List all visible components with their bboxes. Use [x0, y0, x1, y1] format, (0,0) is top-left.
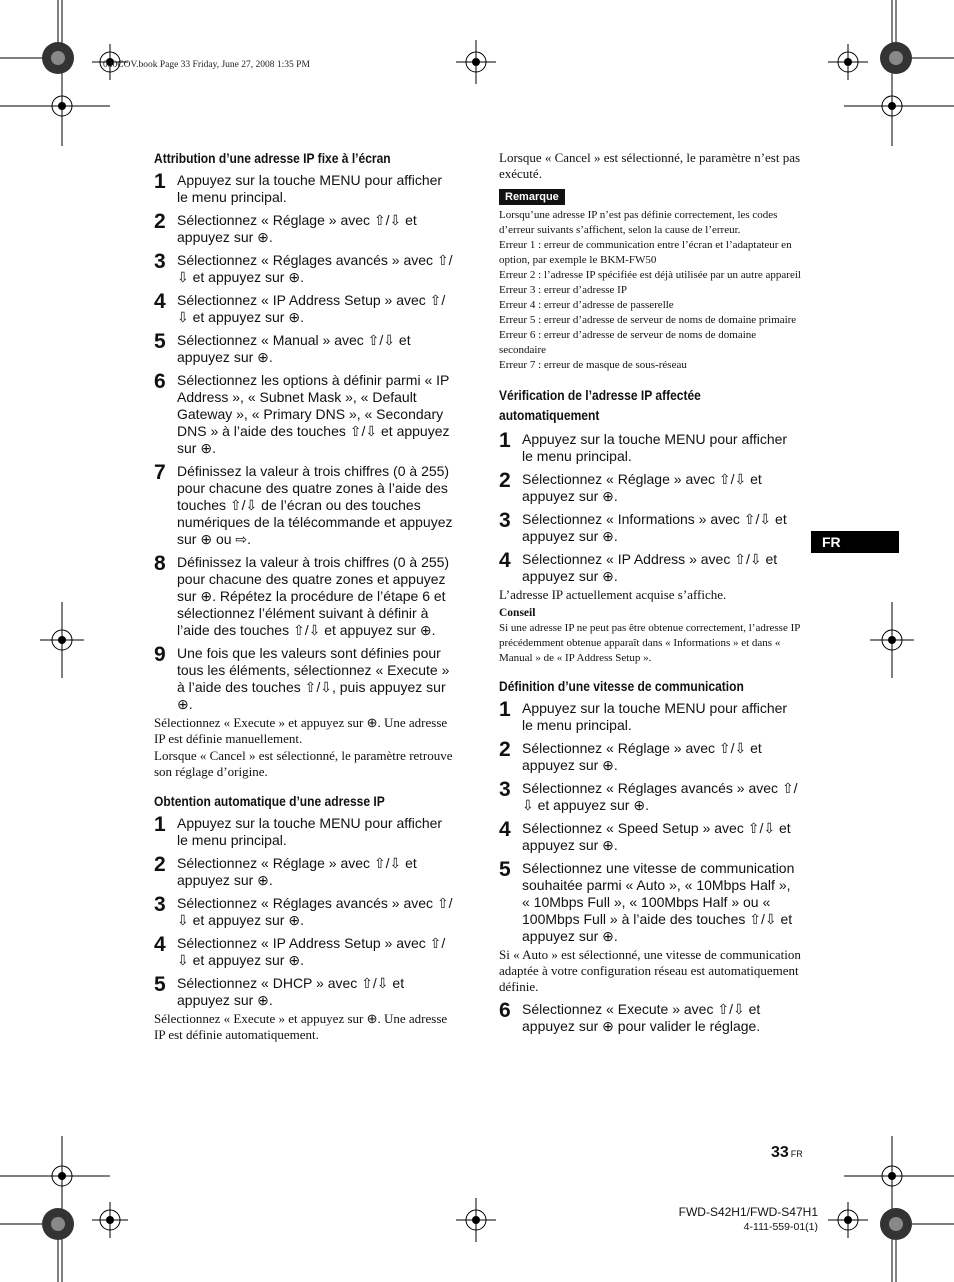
remark-line: Erreur 4 : erreur d’adresse de passerelle [499, 299, 674, 311]
step-number: 5 [154, 973, 166, 996]
step-number: 3 [154, 250, 166, 273]
step-text: Sélectionnez « Réglage » avec ⇧/⇩ et appuyez sur ⊕. [522, 740, 762, 773]
step-number: 2 [154, 210, 166, 233]
step-text: Sélectionnez « Réglages avancés » avec ⇧/⇩ et appuyez sur ⊕. [177, 252, 453, 285]
step-list-fixed-ip [154, 172, 454, 713]
page-number-value: 33 [771, 1144, 789, 1161]
part-number: 4-111-559-01(1) [743, 1221, 818, 1233]
step-number: 4 [499, 818, 511, 841]
model-info [679, 1205, 818, 1235]
page-number-suffix: FR [790, 1149, 803, 1159]
step-number: 4 [154, 290, 166, 313]
remark-badge: Remarque [499, 189, 565, 205]
step-list-auto-ip [154, 815, 454, 1009]
step-number: 6 [499, 999, 511, 1022]
step [154, 554, 454, 639]
step-number: 2 [154, 853, 166, 876]
step [499, 471, 801, 505]
step-text: Sélectionnez « DHCP » avec ⇧/⇩ et appuyez sur ⊕. [177, 975, 405, 1008]
step [499, 780, 801, 814]
step-text: Une fois que les valeurs sont définies pour tous les éléments, sélectionnez « Execute » à l’aide des touches ⇧/⇩, puis appuyez sur ⊕. [177, 645, 450, 712]
section-title-speed: Définition d’une vitesse de communication [499, 678, 744, 694]
step-number: 5 [499, 858, 511, 881]
step [499, 820, 801, 854]
step-text: Sélectionnez « IP Address Setup » avec ⇧/⇩ et appuyez sur ⊕. [177, 292, 446, 325]
step-text: Sélectionnez « Réglage » avec ⇧/⇩ et appuyez sur ⊕. [522, 471, 762, 504]
step-number: 1 [154, 170, 166, 193]
step-number: 3 [499, 778, 511, 801]
step [499, 431, 801, 465]
step-number: 1 [499, 429, 511, 452]
language-tab: FR [811, 531, 899, 553]
note-text: Lorsque « Cancel » est sélectionné, le paramètre n’est pas exécuté. [499, 150, 801, 181]
step [154, 645, 454, 713]
remark-line: Lorsqu’une adresse IP n’est pas définie correctement, les codes d’erreur suivants s’affichent, selon la cause de l’erreur. [499, 209, 778, 236]
step-text: Sélectionnez « IP Address » avec ⇧/⇩ et appuyez sur ⊕. [522, 551, 778, 584]
right-column [499, 150, 801, 1041]
step-number: 8 [154, 552, 166, 575]
step [499, 1001, 801, 1035]
step [154, 212, 454, 246]
remark-line: Erreur 5 : erreur d’adresse de serveur de noms de domaine primaire [499, 314, 797, 326]
step [154, 855, 454, 889]
note-text: Lorsque « Cancel » est sélectionné, le paramètre retrouve son réglage d’origine. [154, 748, 453, 779]
step-text: Sélectionnez les options à définir parmi « IP Address », « Subnet Mask », « Default Gateway », « Primary DNS », « Secondary DNS » à l’aide des touches ⇧/⇩ et appuyez sur ⊕. [177, 372, 450, 456]
step-text: Sélectionnez « IP Address Setup » avec ⇧/⇩ et appuyez sur ⊕. [177, 935, 446, 968]
step [154, 935, 454, 969]
step [499, 700, 801, 734]
step-number: 2 [499, 469, 511, 492]
step-number: 7 [154, 461, 166, 484]
step [154, 895, 454, 929]
left-column [154, 150, 454, 1044]
tip-text: Si une adresse IP ne peut pas être obtenue correctement, l’adresse IP précédemment obtenue apparaît dans « Informations » et dans « Manual » de « IP Address Setup ». [499, 622, 800, 664]
step-number: 3 [154, 893, 166, 916]
book-info: 030COV.book Page 33 Friday, June 27, 2008 1:35 PM [103, 60, 310, 70]
note-text: Si « Auto » est sélectionné, une vitesse de communication adaptée à votre configuration réseau est automatiquement définie. [499, 947, 801, 994]
step [154, 815, 454, 849]
remark-line: Erreur 7 : erreur de masque de sous-réseau [499, 359, 687, 371]
step [154, 172, 454, 206]
step-text: Sélectionnez « Execute » avec ⇧/⇩ et appuyez sur ⊕ pour valider le réglage. [522, 1001, 761, 1034]
step-text: Sélectionnez « Réglage » avec ⇧/⇩ et appuyez sur ⊕. [177, 212, 417, 245]
step-number: 2 [499, 738, 511, 761]
note-text: L’adresse IP actuellement acquise s’affiche. [499, 587, 727, 602]
step-text: Sélectionnez « Informations » avec ⇧/⇩ et appuyez sur ⊕. [522, 511, 787, 544]
step-list-verify-ip [499, 431, 801, 585]
step [154, 975, 454, 1009]
remark-line: Erreur 6 : erreur d’adresse de serveur de noms de domaine secondaire [499, 329, 757, 356]
step [154, 292, 454, 326]
section-title-fixed-ip: Attribution d’une adresse IP fixe à l’écran [154, 150, 391, 166]
step-text: Appuyez sur la touche MENU pour afficher le menu principal. [177, 172, 443, 205]
note-text: Sélectionnez « Execute » et appuyez sur ⊕. Une adresse IP est définie automatiquement. [154, 1011, 448, 1042]
step-text: Sélectionnez « Réglages avancés » avec ⇧/⇩ et appuyez sur ⊕. [177, 895, 453, 928]
note-text: Sélectionnez « Execute » et appuyez sur ⊕. Une adresse IP est définie manuellement. [154, 715, 448, 746]
step [154, 463, 454, 548]
step [499, 860, 801, 945]
page-number [771, 1144, 803, 1162]
step-text: Sélectionnez « Réglage » avec ⇧/⇩ et appuyez sur ⊕. [177, 855, 417, 888]
step [154, 332, 454, 366]
step-text: Sélectionnez « Speed Setup » avec ⇧/⇩ et appuyez sur ⊕. [522, 820, 791, 853]
step-text: Sélectionnez « Manual » avec ⇧/⇩ et appuyez sur ⊕. [177, 332, 411, 365]
step-text: Appuyez sur la touche MENU pour afficher le menu principal. [522, 431, 788, 464]
section-title-verify-ip: Vérification de l’adresse IP affectée automatiquement [499, 387, 701, 423]
step-number: 4 [154, 933, 166, 956]
step-text: Sélectionnez « Réglages avancés » avec ⇧/⇩ et appuyez sur ⊕. [522, 780, 798, 813]
step-list-speed [499, 700, 801, 945]
step-number: 6 [154, 370, 166, 393]
step [154, 252, 454, 286]
step [499, 511, 801, 545]
step-text: Définissez la valeur à trois chiffres (0 à 255) pour chacune des quatre zones et appuyez sur ⊕. Répétez la procédure de l’étape 6 et sélectionnez l’élément suivant à définir à l’aide des touches ⇧/⇩ et appuyez sur ⊕. [177, 554, 450, 638]
remark-line: Erreur 3 : erreur d’adresse IP [499, 284, 627, 296]
step-text: Appuyez sur la touche MENU pour afficher le menu principal. [522, 700, 788, 733]
step-text: Définissez la valeur à trois chiffres (0 à 255) pour chacune des quatre zones à l’aide des touches ⇧/⇩ de l’écran ou des touches numériques de la télécommande et appuyez sur ⊕ ou ⇨. [177, 463, 453, 547]
remark-line: Erreur 2 : l’adresse IP spécifiée est déjà utilisée par un autre appareil [499, 269, 801, 281]
section-title-auto-ip: Obtention automatique d’une adresse IP [154, 793, 385, 809]
step-text: Appuyez sur la touche MENU pour afficher le menu principal. [177, 815, 443, 848]
remark-line: Erreur 1 : erreur de communication entre l’écran et l’adaptateur en option, par exemple le BKM-FW50 [499, 239, 792, 266]
step-number: 3 [499, 509, 511, 532]
step-number: 1 [154, 813, 166, 836]
step-number: 4 [499, 549, 511, 572]
step-number: 1 [499, 698, 511, 721]
model-name: FWD-S42H1/FWD-S47H1 [678, 1205, 818, 1219]
tip-label: Conseil [499, 607, 536, 619]
step-number: 9 [154, 643, 166, 666]
step-text: Sélectionnez une vitesse de communication souhaitée parmi « Auto », « 10Mbps Half », « 10Mbps Full », « 100Mbps Half » ou « 100Mbps Full » à l’aide des touches ⇧/⇩ et appuyez sur ⊕. [522, 860, 795, 944]
step [499, 551, 801, 585]
step [499, 740, 801, 774]
step [154, 372, 454, 457]
step-number: 5 [154, 330, 166, 353]
